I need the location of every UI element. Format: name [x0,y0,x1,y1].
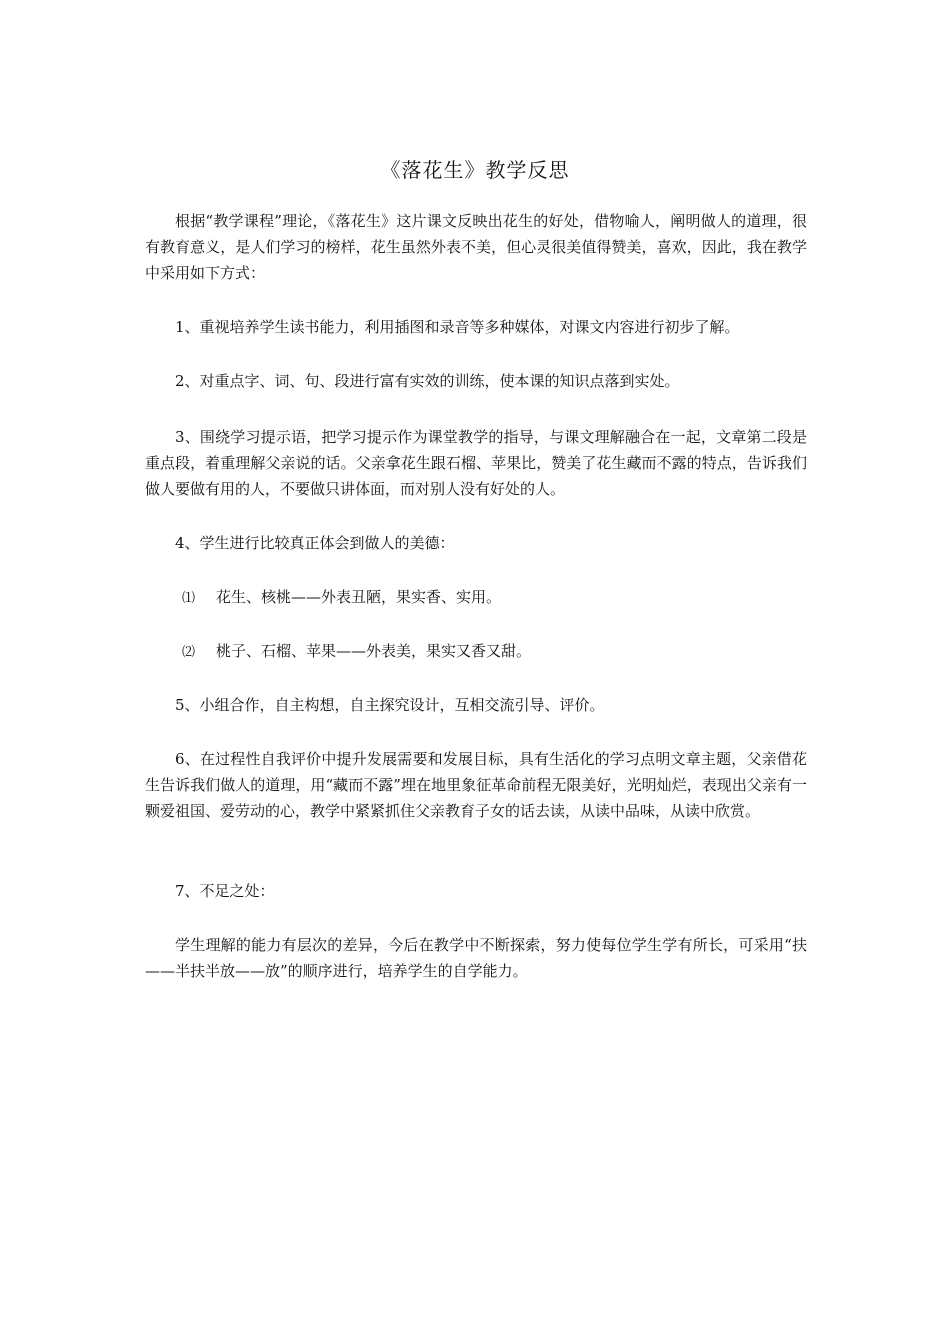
subitem-1-number: ⑴ [182,591,196,606]
document-title: 《落花生》教学反思 [380,158,570,182]
item-2-paragraph: 2、对重点字、词、句、段进行富有实效的训练，使本课的知识点落到实处。 [175,372,680,390]
subitem-1-text: 花生、核桃——外表丑陋，果实香、实用。 [216,588,502,606]
item-6-paragraph: 6、在过程性自我评价中提升发展需要和发展目标，具有生活化的学习点明文章主题，父亲借花生告诉我们做人的道理，用“藏而不露”埋在地里象征革命前程无限美好，光明灿烂，表现出父亲有一颗爱祖国、爱劳动的心，教学中紧紧抓住父亲教育子女的话去读，从读中品味，从读中欣赏。 [145,750,807,820]
item-5-paragraph: 5、小组合作，自主构想，自主探究设计，互相交流引导、评价。 [175,696,605,714]
item-3-paragraph: 3、围绕学习提示语，把学习提示作为课堂教学的指导，与课文理解融合在一起，文章第二段是重点段，着重理解父亲说的话。父亲拿花生跟石榴、苹果比，赞美了花生藏而不露的特点，告诉我们做人要做有用的人，不要做只讲体面，而对别人没有好处的人。 [145,428,807,498]
conclusion-paragraph: 学生理解的能力有层次的差异，今后在教学中不断探索，努力使每位学生学有所长，可采用“扶——半扶半放——放”的顺序进行，培养学生的自学能力。 [145,936,807,980]
subitem-2 [182,638,807,666]
subitem-2-number: ⑵ [182,645,196,660]
subitem-1 [182,584,807,612]
intro-paragraph: 根据“教学课程”理论，《落花生》这片课文反映出花生的好处，借物喻人，阐明做人的道理，很有教育意义，是人们学习的榜样，花生虽然外表不美，但心灵很美值得赞美，喜欢，因此，我在教学中采用如下方式： [145,212,807,282]
item-4-paragraph: 4、学生进行比较真正体会到做人的美德： [175,534,455,552]
item-1-paragraph: 1、重视培养学生读书能力，利用插图和录音等多种媒体，对课文内容进行初步了解。 [175,318,740,336]
item-7-paragraph: 7、不足之处： [175,882,275,900]
subitem-2-text: 桃子、石榴、苹果——外表美，果实又香又甜。 [216,642,532,660]
